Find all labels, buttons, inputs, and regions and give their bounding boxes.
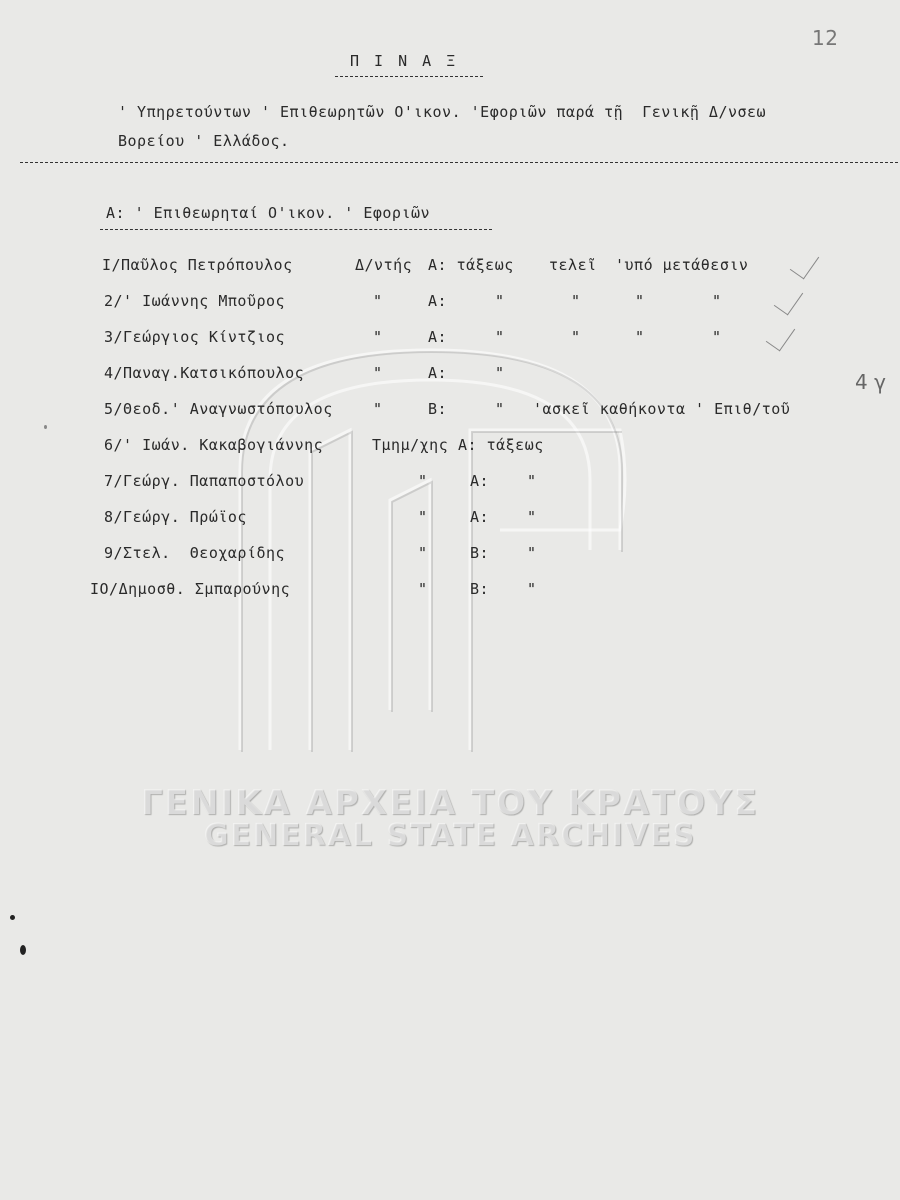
staff-class: Α: τάξεως <box>428 256 514 274</box>
staff-note: " <box>571 328 581 346</box>
staff-class: Β: <box>428 400 448 418</box>
staff-note: " <box>527 508 537 526</box>
staff-note: " <box>635 328 645 346</box>
staff-name: 2/' Ιωάννης Μποῦρος <box>104 292 286 310</box>
staff-class: Α: <box>428 292 448 310</box>
staff-note: " <box>495 292 505 310</box>
staff-note: " <box>495 400 505 418</box>
page-title: Π Ι Ν Α Ξ <box>350 52 459 70</box>
intro-line-1: ' Υπηρετούντων ' Επιθεωρητῶν Ο'ικον. 'Εφοριῶν παρά τῇ Γενικῇ Δ/νσεω <box>118 103 767 121</box>
staff-rank: " <box>373 364 383 382</box>
staff-name: 6/' Ιωάν. Κακαβογιάννης <box>104 436 324 454</box>
staff-note: " <box>495 364 505 382</box>
list-item <box>0 472 900 496</box>
staff-note: 'υπό μετάθεσιν <box>615 256 749 274</box>
list-item <box>0 292 900 316</box>
staff-name: 9/Στελ. Θεοχαρίδης <box>104 544 286 562</box>
staff-note: 'ασκεῖ καθήκοντα ' Επιθ/τοῦ <box>533 400 791 418</box>
staff-class: Α: τάξεως <box>458 436 544 454</box>
list-item <box>0 328 900 352</box>
staff-rank: Τμημ/χης <box>372 436 449 454</box>
ink-speck <box>44 425 47 429</box>
staff-name: 4/Παναγ.Κατσικόπουλος <box>104 364 305 382</box>
staff-name: ΙΟ/Δημοσθ. Σμπαρούνης <box>90 580 291 598</box>
staff-note: " <box>635 292 645 310</box>
list-item <box>0 436 900 460</box>
section-heading: Α: ' Επιθεωρηταί Ο'ικον. ' Εφοριῶν <box>106 204 431 222</box>
staff-note: " <box>712 328 722 346</box>
title-underline <box>335 76 483 77</box>
staff-name: 3/Γεώργιος Κίντζιος <box>104 328 286 346</box>
staff-rank: " <box>373 328 383 346</box>
list-item <box>0 580 900 604</box>
intro-line-2: Βορείου ' Ελλάδος. <box>118 132 290 150</box>
staff-class: Α: <box>470 508 490 526</box>
staff-note: " <box>527 472 537 490</box>
list-item <box>0 544 900 568</box>
staff-class: Α: <box>470 472 490 490</box>
staff-class: Β: <box>470 580 490 598</box>
staff-name: 7/Γεώργ. Παπαποστόλου <box>104 472 305 490</box>
staff-note: " <box>712 292 722 310</box>
ink-speck <box>20 945 26 955</box>
staff-name: Ι/Παῦλος Πετρόπουλος <box>102 256 293 274</box>
staff-rank: " <box>418 472 428 490</box>
staff-class: Α: <box>428 328 448 346</box>
list-item <box>0 400 900 424</box>
watermark-greek: ΓΕΝΙΚΑ ΑΡΧΕΙΑ ΤΟΥ ΚΡΑΤΟΥΣ <box>140 783 760 823</box>
staff-class: Β: <box>470 544 490 562</box>
page-number: 12 <box>812 26 839 50</box>
staff-rank: " <box>373 400 383 418</box>
list-item <box>0 508 900 532</box>
staff-class: Α: <box>428 364 448 382</box>
staff-rank: " <box>418 508 428 526</box>
staff-rank: " <box>418 544 428 562</box>
margin-note: 4 γ <box>855 370 886 394</box>
staff-note: " <box>527 544 537 562</box>
section-underline <box>100 229 492 230</box>
staff-note: " <box>571 292 581 310</box>
list-item <box>0 256 900 280</box>
staff-name: 8/Γεώργ. Πρώϊος <box>104 508 247 526</box>
staff-name: 5/Θεοδ.' Αναγνωστόπουλος <box>104 400 333 418</box>
staff-note: τελεῖ <box>549 256 597 274</box>
separator-line <box>20 162 898 163</box>
list-item <box>0 364 900 388</box>
watermark-english: GENERAL STATE ARCHIVES <box>203 818 697 853</box>
staff-rank: " <box>373 292 383 310</box>
ink-speck <box>10 915 15 920</box>
staff-rank: " <box>418 580 428 598</box>
staff-note: " <box>495 328 505 346</box>
staff-note: " <box>527 580 537 598</box>
staff-rank: Δ/ντής <box>355 256 413 274</box>
